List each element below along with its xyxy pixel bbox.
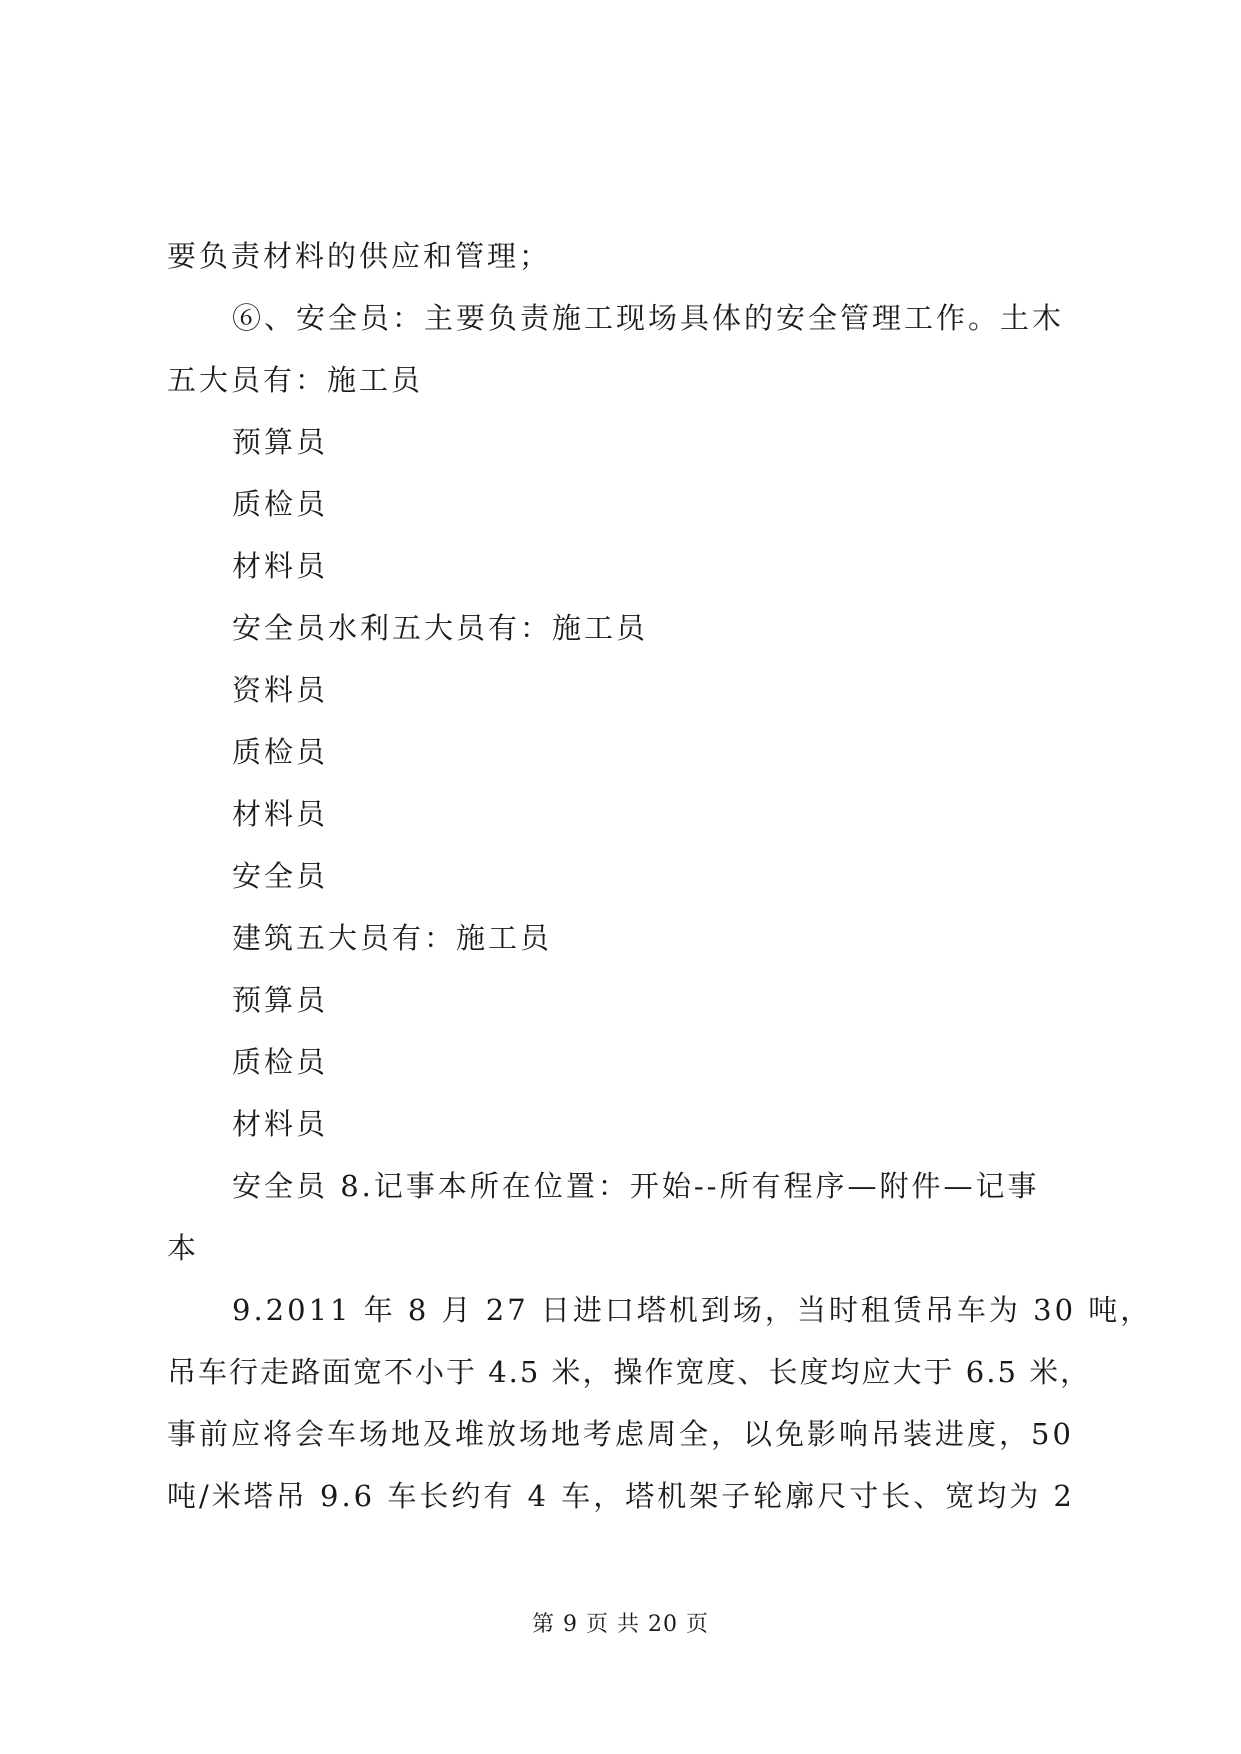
text-line: 预算员 [232,425,329,459]
text-line: 质检员 [232,487,329,521]
text-line: 资料员 [232,673,329,707]
text-line: 要负责材料的供应和管理； [167,239,552,273]
text-line: 9.2011 年 8 月 27 日进口塔机到场，当时租赁吊车为 30 吨， [232,1293,1153,1327]
text-line: 安全员水利五大员有：施工员 [232,611,649,645]
text-line: 五大员有：施工员 [167,363,424,397]
text-line: 材料员 [232,1107,329,1141]
text-line: 建筑五大员有：施工员 [232,921,553,955]
text-line: 安全员 [232,859,329,893]
text-line: 材料员 [232,797,329,831]
text-line: 质检员 [232,1045,329,1079]
text-line: ⑥、安全员：主要负责施工现场具体的安全管理工作。土木 [232,301,1065,335]
text-line: 预算员 [232,983,329,1017]
page-number-footer: 第 9 页 共 20 页 [532,1612,709,1637]
text-line: 材料员 [232,549,329,583]
text-line: 质检员 [232,735,329,769]
text-line: 吊车行走路面宽不小于 4.5 米，操作宽度、长度均应大于 6.5 米， [167,1355,1092,1389]
text-line: 安全员 8.记事本所在位置：开始--所有程序—附件—记事 [232,1169,1040,1203]
text-line: 本 [167,1231,200,1265]
text-line: 吨/米塔吊 9.6 车长约有 4 车，塔机架子轮廓尺寸长、宽均为 2 [167,1479,1075,1513]
text-line: 事前应将会车场地及堆放场地考虑周全，以免影响吊装进度，50 [167,1417,1074,1451]
